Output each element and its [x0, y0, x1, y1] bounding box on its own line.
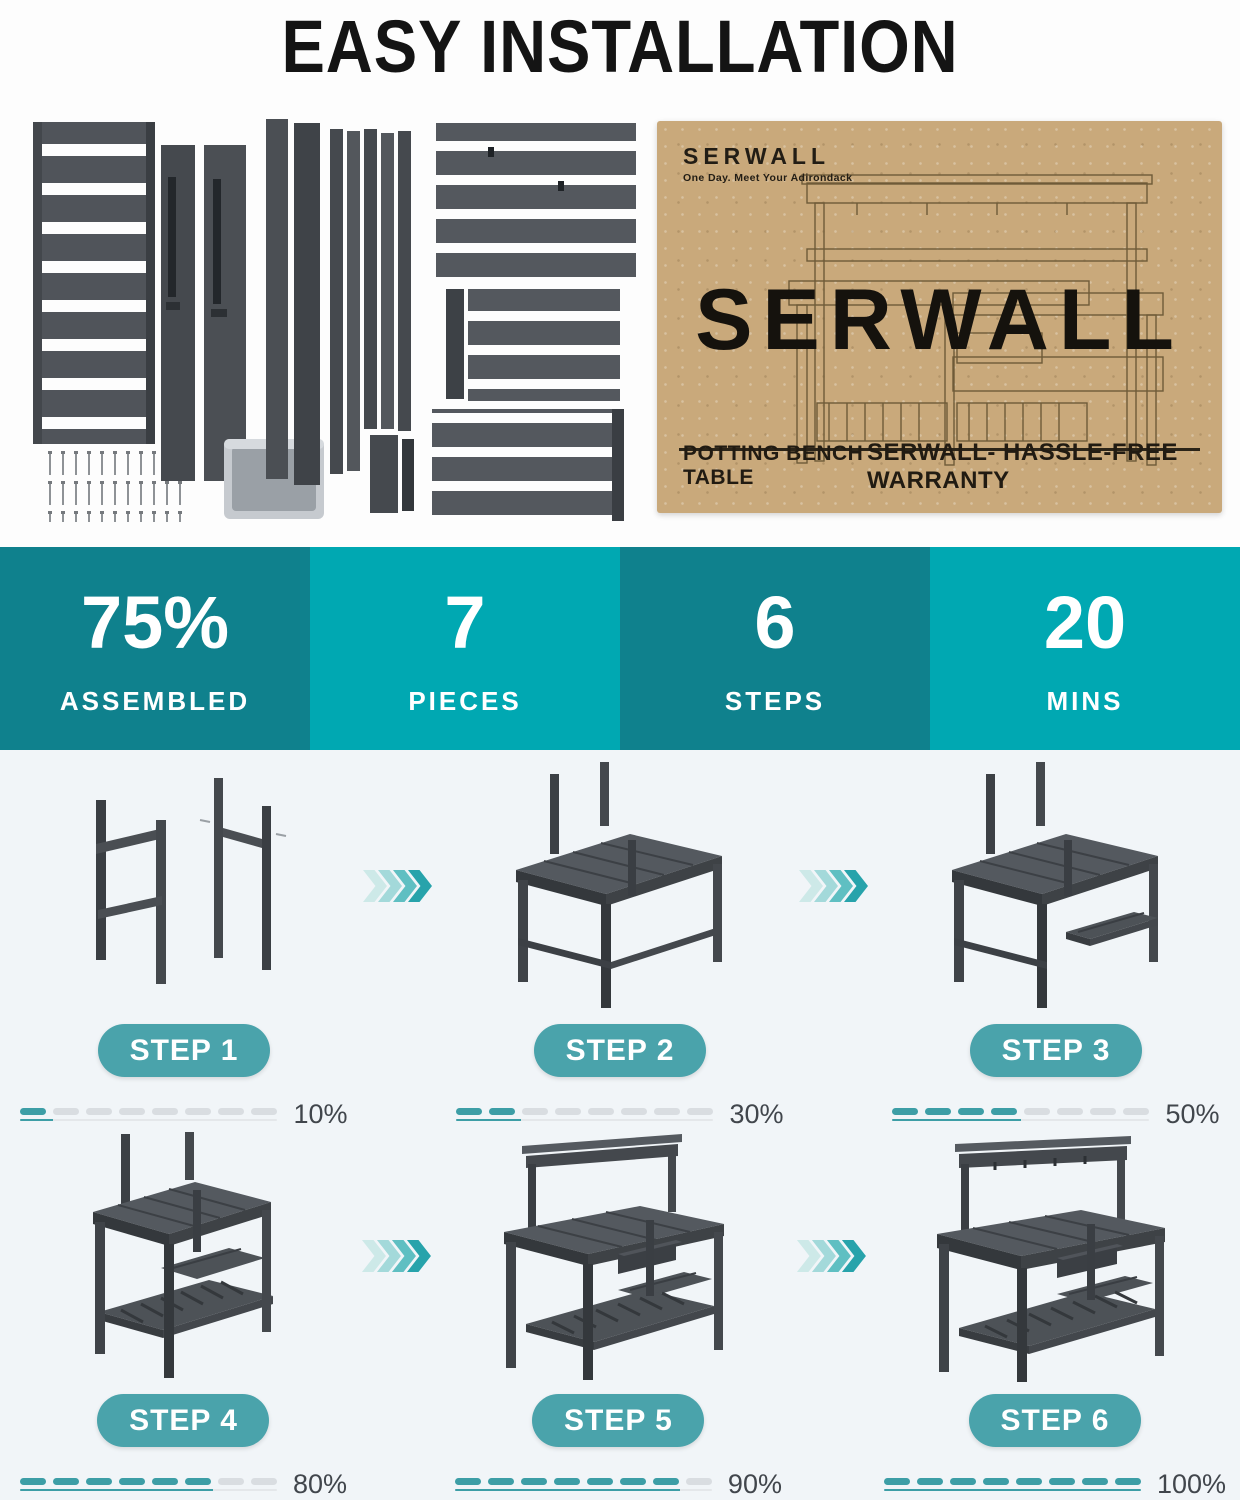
box-brand-word: SERWALL: [695, 272, 1184, 368]
step-1-percent: 10%: [293, 1099, 348, 1129]
step-1-cell: [14, 760, 354, 1130]
steps-section: [0, 750, 1240, 1500]
stat-pieces: [310, 547, 620, 750]
box-logo: [683, 143, 852, 184]
stat-value: 7: [444, 581, 486, 665]
step-3-progress: [892, 1099, 1219, 1130]
step-5-progress-bar: [455, 1478, 712, 1485]
step-5-illustration: [468, 1130, 768, 1382]
box-bottom-labels: [683, 439, 1196, 495]
step-6-progress-bar: [884, 1478, 1141, 1485]
box-warranty-label: SERWALL- HASSLE-FREE WARRANTY: [866, 439, 1178, 494]
step-5-cell: [449, 1130, 788, 1500]
chevron-arrows-icon: [354, 760, 450, 1012]
step-2-badge: STEP 2: [534, 1024, 706, 1077]
chevron-arrows-icon: [790, 760, 886, 1012]
step-5-percent: 90%: [727, 1469, 782, 1499]
step-4-percent: 80%: [292, 1469, 347, 1499]
stat-value: 20: [1043, 581, 1127, 665]
step-1-illustration: [34, 760, 334, 1012]
product-box: [657, 121, 1222, 513]
steps-row-2: [14, 1130, 1226, 1500]
step-4-progress: [20, 1469, 347, 1500]
step-4-cell: [14, 1130, 353, 1500]
stats-band: [0, 547, 1240, 750]
hero-row: [0, 89, 1240, 522]
step-2-cell: [450, 760, 790, 1130]
step-1-badge: STEP 1: [98, 1024, 270, 1077]
step-2-percent: 30%: [729, 1099, 784, 1129]
stat-value: 75%: [80, 581, 230, 665]
box-product-label: POTTING BENCH TABLE: [683, 442, 864, 489]
page-title: EASY INSTALLATION: [281, 5, 959, 88]
step-6-badge: STEP 6: [969, 1394, 1141, 1447]
step-3-badge: STEP 3: [970, 1024, 1142, 1077]
stat-steps: [620, 547, 930, 750]
step-1-progress: [20, 1099, 347, 1130]
step-4-illustration: [33, 1130, 333, 1382]
stat-assembled: [0, 547, 310, 750]
step-5-badge: STEP 5: [532, 1394, 704, 1447]
stat-label: STEPS: [724, 686, 826, 717]
parts-illustration-svg: [18, 117, 643, 522]
step-3-progress-bar: [892, 1108, 1149, 1115]
box-logo-tagline: One Day. Meet Your Adirondack: [683, 172, 853, 184]
step-6-cell: [884, 1130, 1226, 1500]
step-6-illustration: [905, 1130, 1205, 1382]
step-6-percent: 100%: [1156, 1469, 1226, 1499]
step-1-progress-bar: [20, 1108, 277, 1115]
stat-mins: [930, 547, 1240, 750]
step-2-illustration: [470, 760, 770, 1012]
hero-section: [0, 0, 1240, 547]
stat-label: ASSEMBLED: [59, 686, 251, 717]
step-6-progress: [884, 1469, 1226, 1500]
chevron-arrows-icon: [788, 1130, 884, 1382]
stat-label: PIECES: [408, 686, 522, 717]
stat-label: MINS: [1046, 686, 1124, 717]
step-2-progress: [456, 1099, 783, 1130]
step-3-percent: 50%: [1165, 1099, 1220, 1129]
step-3-illustration: [906, 760, 1206, 1012]
box-logo-word: SERWALL: [683, 143, 831, 169]
step-3-cell: [886, 760, 1226, 1130]
step-4-badge: STEP 4: [97, 1394, 269, 1447]
parts-illustration: [18, 117, 643, 522]
chevron-arrows-icon: [353, 1130, 449, 1382]
steps-row-1: [14, 760, 1226, 1130]
stat-value: 6: [754, 581, 796, 665]
step-4-progress-bar: [20, 1478, 277, 1485]
step-2-progress-bar: [456, 1108, 713, 1115]
step-5-progress: [455, 1469, 782, 1500]
